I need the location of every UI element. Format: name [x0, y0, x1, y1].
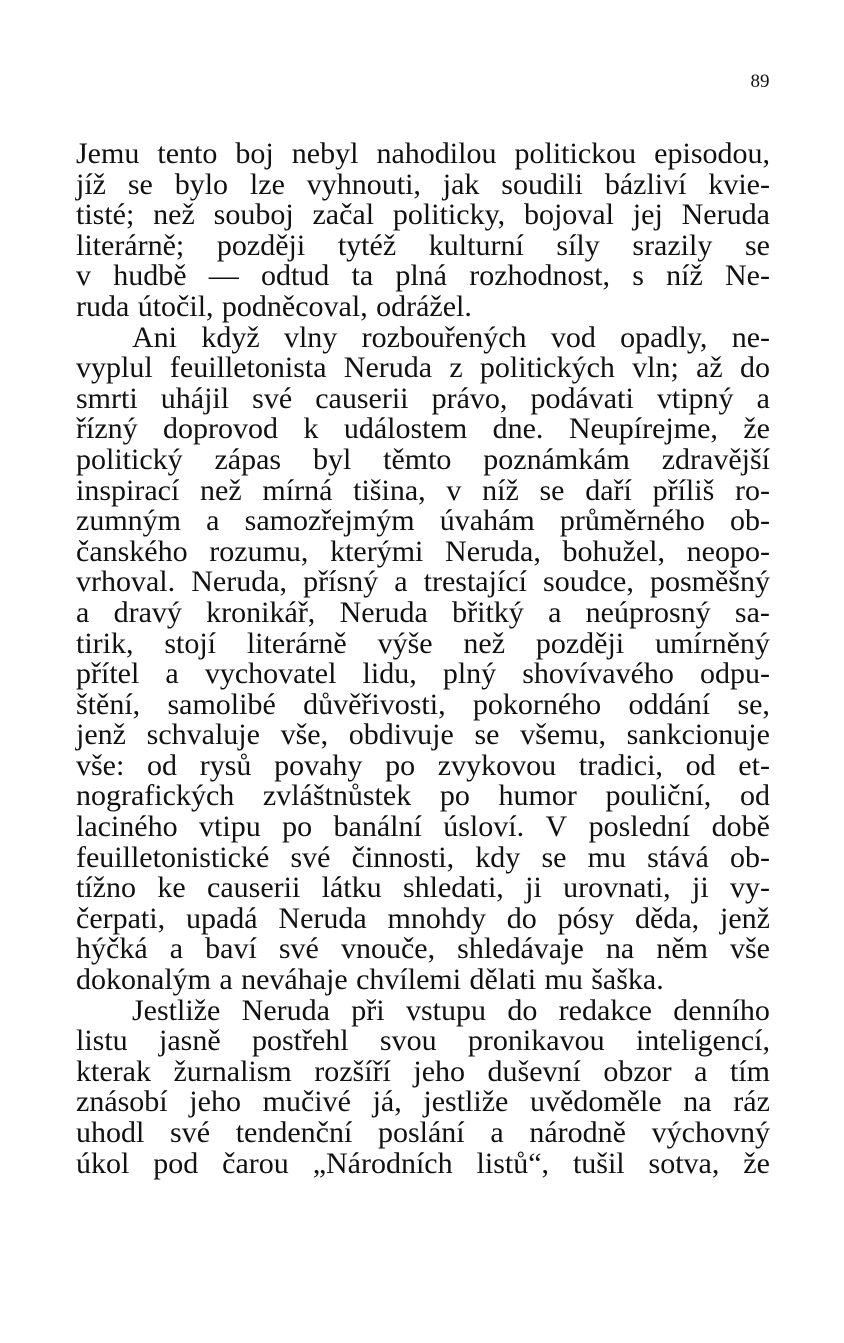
word: bázliví	[604, 167, 687, 201]
word: sankcionuje	[626, 718, 770, 752]
word: vlny	[283, 320, 338, 354]
word: do	[739, 351, 770, 385]
word: zvláštnůstek	[262, 779, 412, 813]
word: poslání	[377, 1116, 465, 1149]
word: kterak	[76, 1054, 151, 1088]
word: tušil	[572, 1146, 625, 1180]
word: později	[216, 228, 306, 262]
text-line	[76, 473, 770, 507]
word: uvědoměle	[530, 1085, 662, 1119]
text-line	[76, 289, 770, 323]
word: své	[278, 932, 319, 966]
word: sotva,	[648, 1146, 720, 1180]
word: rozšíří	[314, 1054, 391, 1088]
word: pouliční,	[605, 779, 712, 813]
word: ke	[157, 871, 186, 905]
word: než	[153, 198, 195, 232]
word: děda,	[635, 901, 700, 935]
text-line	[76, 812, 770, 843]
word: tisté;	[76, 198, 135, 232]
word: vyplul	[76, 351, 153, 385]
word: vše:	[76, 748, 125, 782]
word: tišina,	[353, 473, 426, 507]
word: a	[694, 1054, 708, 1088]
word: bojoval	[523, 198, 614, 232]
word: Ne-	[724, 259, 770, 293]
word: že	[743, 1146, 770, 1180]
word: schvaluje	[146, 718, 260, 752]
word: přítel	[76, 657, 140, 691]
word: jej	[632, 198, 663, 232]
word: vnouče,	[340, 932, 436, 966]
word: causerii	[207, 871, 301, 905]
word: politicky,	[392, 198, 506, 232]
word: ta	[351, 259, 374, 293]
text-line	[76, 934, 770, 965]
word: literárně;	[76, 228, 185, 262]
word: se	[474, 718, 500, 752]
word: řízný	[76, 412, 138, 446]
word: shovívavého	[522, 657, 674, 691]
word: a	[169, 932, 184, 966]
word: níž	[482, 473, 519, 507]
word: a	[219, 963, 233, 997]
word: Ani	[132, 320, 177, 354]
word: jasně	[159, 1024, 221, 1058]
word: jíž	[76, 167, 106, 201]
word: mnohdy	[387, 901, 486, 935]
word: s	[632, 259, 644, 293]
word: úkol	[76, 1146, 130, 1180]
word: rysů	[199, 748, 252, 782]
word: dravý	[113, 595, 182, 629]
word: rozhodnost,	[469, 259, 611, 293]
word: mu	[544, 963, 583, 997]
word: Neruda	[681, 198, 770, 232]
word: humor	[498, 779, 577, 813]
word: od	[739, 779, 770, 813]
word: oddání	[628, 687, 711, 721]
word: odrážel.	[376, 289, 472, 323]
word: lidu,	[362, 657, 417, 691]
word: dne.	[492, 412, 544, 446]
word: po	[439, 779, 470, 813]
word: a	[165, 657, 179, 691]
word: přísný	[303, 565, 379, 599]
word: Neupírejme,	[568, 412, 718, 446]
word: shledati,	[402, 871, 504, 905]
word: začal	[312, 198, 375, 232]
text-line	[76, 1087, 770, 1118]
word: vtipu	[199, 810, 261, 844]
word: v	[446, 473, 462, 507]
word: jeho	[189, 1085, 241, 1119]
word: tradici,	[578, 748, 663, 782]
word: politických	[479, 351, 615, 385]
word: tím	[729, 1054, 770, 1088]
word: se	[744, 228, 770, 262]
word: žurnalism	[173, 1054, 292, 1088]
word: episodou,	[654, 137, 770, 170]
word: do	[506, 901, 537, 935]
word: neúprosný	[585, 595, 711, 629]
word: se	[541, 840, 567, 874]
word: —	[208, 259, 239, 293]
word: boj	[235, 137, 274, 170]
word: kterými	[330, 534, 424, 568]
text-line	[76, 901, 770, 935]
text-line	[76, 1054, 770, 1088]
word: vln;	[632, 351, 679, 385]
word: vstupu	[405, 993, 486, 1027]
word: odpu-	[699, 657, 770, 691]
word: baví	[205, 932, 257, 966]
word: urovnati,	[563, 871, 671, 905]
word: sa-	[734, 595, 770, 629]
body-text	[76, 139, 770, 1179]
word: tento	[157, 137, 218, 170]
word: rozumu,	[209, 534, 309, 568]
word: srazily	[632, 228, 713, 262]
word: nografických	[76, 779, 235, 813]
word: útočil,	[137, 289, 214, 323]
word: od	[685, 748, 716, 782]
word: na	[683, 1085, 712, 1119]
word: poznámkám	[483, 442, 630, 476]
word: příliš	[652, 473, 715, 507]
text-line	[76, 659, 770, 690]
word: soudili	[501, 167, 583, 201]
word: až	[696, 351, 723, 385]
word: jestliže	[423, 1085, 509, 1119]
word: když	[201, 320, 260, 354]
word: ráz	[733, 1085, 770, 1119]
text-line	[76, 261, 770, 292]
word: úvahám	[439, 504, 535, 538]
word: jak	[442, 167, 480, 201]
word: právo,	[431, 381, 508, 415]
text-line	[76, 595, 770, 629]
word: daří	[585, 473, 632, 507]
word: průměrného	[559, 504, 705, 538]
word: inspirací	[76, 473, 180, 507]
word: pronikavou	[467, 1024, 605, 1058]
word: od	[147, 748, 178, 782]
word: ji	[691, 871, 709, 905]
word: redakce	[558, 993, 652, 1027]
text-line	[76, 200, 770, 231]
word: svou	[379, 1024, 437, 1058]
word: kronikář,	[206, 595, 316, 629]
word: laciného	[76, 810, 178, 844]
word: době	[711, 810, 770, 844]
word: causerii	[315, 381, 409, 415]
word: pod	[153, 1146, 199, 1180]
word: Neruda	[278, 901, 367, 935]
word: později	[535, 626, 625, 660]
word: vychovatel	[204, 657, 337, 691]
word: pokorného	[472, 687, 602, 721]
word: a	[76, 595, 90, 629]
word: kvie-	[708, 167, 770, 201]
text-line	[76, 534, 770, 568]
text-line	[76, 228, 770, 262]
text-line	[76, 840, 770, 874]
text-line	[76, 687, 770, 721]
word: břitký	[452, 595, 524, 629]
word: trestající	[423, 565, 527, 599]
word: čarou	[222, 1146, 289, 1180]
word: byl	[312, 442, 352, 476]
word: své	[170, 1116, 211, 1149]
word: „Národních	[312, 1146, 453, 1180]
word: a	[756, 381, 770, 415]
word: podávati	[530, 381, 634, 415]
word: těmto	[383, 442, 452, 476]
word: duševní	[487, 1054, 581, 1088]
word: vy-	[730, 871, 770, 905]
word: výchovný	[651, 1116, 770, 1149]
word: než	[200, 473, 242, 507]
word: odtud	[260, 259, 330, 293]
word: jeho	[413, 1054, 466, 1088]
text-line	[76, 781, 770, 812]
word: zápas	[214, 442, 282, 476]
word: et-	[738, 748, 770, 782]
word: vyhnouti,	[306, 167, 421, 201]
text-line	[76, 414, 770, 445]
word: já,	[372, 1085, 402, 1119]
text-line	[76, 626, 770, 660]
word: po	[385, 748, 416, 782]
word: ro-	[735, 473, 770, 507]
word: činnosti,	[351, 840, 455, 874]
word: podněcoval,	[221, 289, 368, 323]
word: listu	[76, 1024, 128, 1058]
word: šaška.	[591, 963, 664, 997]
text-line	[76, 381, 770, 415]
text-line	[76, 506, 770, 537]
word: souboj	[213, 198, 294, 232]
word: stává	[647, 840, 709, 874]
word: obdivuje	[348, 718, 454, 752]
word: neopo-	[686, 534, 770, 568]
word: mučivé	[262, 1085, 351, 1119]
word: národně	[529, 1116, 626, 1149]
word: uhájil	[160, 381, 230, 415]
word: úsloví.	[443, 810, 525, 844]
word: štění,	[76, 687, 141, 721]
word: zdravější	[661, 442, 770, 476]
word: kdy	[475, 840, 521, 874]
word: ne-	[731, 320, 770, 354]
word: politickou	[514, 137, 637, 170]
word: shledávaje	[457, 932, 584, 966]
word: lze	[249, 167, 285, 201]
word: a	[206, 504, 220, 538]
text-line	[76, 567, 770, 598]
word: se	[539, 473, 565, 507]
word: ob-	[729, 840, 770, 874]
word: na	[605, 932, 635, 966]
word: bylo	[174, 167, 229, 201]
word: obzor	[603, 1054, 672, 1088]
word: než	[463, 626, 506, 660]
word: ob-	[729, 504, 770, 538]
word: zumným	[76, 504, 181, 538]
word: mu	[587, 840, 626, 874]
word: inteligencí,	[635, 1024, 770, 1058]
word: hýčká	[76, 932, 148, 966]
word: V	[545, 810, 568, 844]
word: chvílemi	[356, 963, 462, 997]
text-line	[76, 965, 770, 996]
word: neváhaje	[241, 963, 348, 997]
word: pósy	[557, 901, 615, 935]
word: vrhoval.	[76, 565, 176, 599]
word: po	[282, 810, 313, 844]
word: rozbouřených	[361, 320, 527, 354]
word: vše	[729, 932, 770, 966]
word: feuilletonista	[169, 351, 327, 385]
word: upadá	[185, 901, 258, 935]
word: politický	[76, 442, 183, 476]
word: soudce,	[543, 565, 634, 599]
word: látku	[321, 871, 382, 905]
word: jenž	[720, 901, 770, 935]
word: všemu,	[520, 718, 606, 752]
word: se,	[737, 687, 770, 721]
word: Jemu	[76, 137, 140, 170]
word: že	[743, 412, 770, 446]
word: Jestliže	[132, 993, 221, 1027]
word: událostem	[343, 412, 468, 446]
word: hudbě	[113, 259, 187, 293]
word: stojí	[164, 626, 216, 660]
word: tendenční	[235, 1116, 353, 1149]
word: denního	[673, 993, 770, 1027]
word: smrti	[76, 381, 138, 415]
word: čerpati,	[76, 901, 166, 935]
word: jenž	[76, 718, 126, 752]
word: banální	[333, 810, 422, 844]
text-line	[76, 167, 770, 201]
word: Neruda	[339, 595, 428, 629]
word: vše,	[280, 718, 329, 752]
word: tirik,	[76, 626, 134, 660]
word: Neruda,	[191, 565, 288, 599]
word: čanského	[76, 534, 188, 568]
word: své	[252, 381, 293, 415]
word: nahodilou	[376, 137, 497, 170]
word: kulturní	[428, 228, 524, 262]
text-line	[76, 1146, 770, 1180]
word: síly	[556, 228, 600, 262]
word: a	[548, 595, 562, 629]
word: plná	[395, 259, 447, 293]
word: vtipný	[656, 381, 734, 415]
text-line	[76, 1118, 770, 1149]
word: níž	[666, 259, 703, 293]
word: umírněný	[654, 626, 770, 660]
word: feuilletonistické	[76, 840, 270, 874]
word: znásobí	[76, 1085, 168, 1119]
word: ji	[525, 871, 542, 905]
word: postřehl	[251, 1024, 349, 1058]
word: dokonalým	[76, 963, 211, 997]
word: důvěřivosti,	[303, 687, 446, 721]
word: dělati	[469, 963, 537, 997]
word: ruda	[76, 289, 130, 323]
text-line	[76, 353, 770, 384]
word: poslední	[588, 810, 691, 844]
word: listů“,	[476, 1146, 550, 1180]
word: zvykovou	[437, 748, 557, 782]
word: samolibé	[167, 687, 276, 721]
word: bohužel,	[562, 534, 665, 568]
text-line	[76, 748, 770, 782]
text-line	[76, 1026, 770, 1057]
word: při	[351, 993, 385, 1027]
word: své	[290, 840, 331, 874]
text-line	[76, 139, 770, 170]
page-number: 89	[750, 71, 770, 92]
word: opadly,	[620, 320, 708, 354]
word: něm	[656, 932, 708, 966]
text-line	[76, 720, 770, 751]
text-line	[76, 993, 770, 1027]
word: doprovod	[163, 412, 279, 446]
word: plný	[442, 657, 497, 691]
word: samozřejmým	[244, 504, 415, 538]
word: povahy	[274, 748, 363, 782]
word: a	[394, 565, 408, 599]
word: k	[303, 412, 319, 446]
word: se	[127, 167, 153, 201]
word: uhodl	[76, 1116, 145, 1149]
word: mírná	[262, 473, 333, 507]
word: tížno	[76, 871, 136, 905]
word: tytéž	[337, 228, 397, 262]
word: výše	[377, 626, 433, 660]
text-line	[76, 873, 770, 904]
text-line	[76, 442, 770, 476]
word: do	[507, 993, 538, 1027]
word: Neruda	[241, 993, 330, 1027]
word: literárně	[246, 626, 347, 660]
word: nebyl	[291, 137, 359, 170]
word: vod	[550, 320, 596, 354]
word: Neruda,	[445, 534, 541, 568]
word: Neruda	[343, 351, 433, 385]
word: posměšný	[649, 565, 770, 599]
word: z	[449, 351, 463, 385]
word: v	[76, 259, 91, 293]
word: a	[490, 1116, 504, 1149]
text-line	[76, 320, 770, 354]
